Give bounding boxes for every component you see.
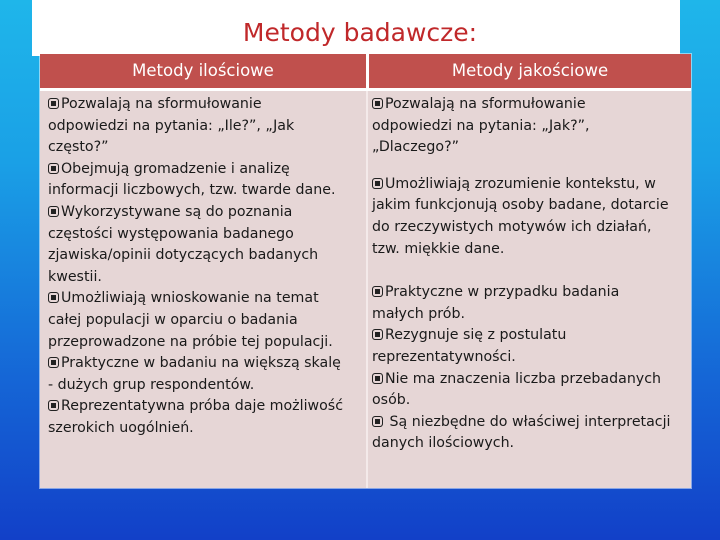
list-item: Umożliwiają wnioskowanie na temat całej populacji w oparciu o badania przeprowadzone na próbie tej populacji. <box>48 290 333 350</box>
checkbox-bullet-icon <box>48 206 59 217</box>
checkbox-bullet-icon <box>48 292 59 303</box>
checkbox-bullet-icon <box>372 373 383 384</box>
comparison-table <box>40 54 691 488</box>
list-item: Praktyczne w badaniu na większą skalę - dużych grup respondentów. <box>48 355 341 393</box>
checkbox-bullet-icon <box>48 400 59 411</box>
checkbox-bullet-icon <box>372 98 383 109</box>
checkbox-bullet-icon <box>48 163 59 174</box>
list-item: Reprezentatywna próba daje możliwość szerokich uogólnień. <box>48 398 343 436</box>
list-item: Obejmują gromadzenie i analizę informacji liczbowych, tzw. twarde dane. <box>48 160 336 199</box>
slide-title: Metody badawcze: <box>242 18 478 47</box>
checkbox-bullet-icon <box>48 357 59 368</box>
checkbox-bullet-icon <box>372 178 383 189</box>
list-item: Są niezbędne do właściwej interpretacji danych ilościowych. <box>372 413 671 452</box>
checkbox-bullet-icon <box>372 286 383 297</box>
checkbox-bullet-icon <box>372 416 383 427</box>
quantitative-column <box>48 94 364 440</box>
column-divider <box>366 91 368 488</box>
list-item: Wykorzystywane są do poznania częstości występowania badanego zjawiska/opinii dotyczących badanych kwestii. <box>48 203 319 285</box>
list-item: Pozwalają na sformułowanie odpowiedzi na pytania: „Ile?”, „Jak często?” <box>48 96 295 156</box>
checkbox-bullet-icon <box>372 329 383 340</box>
checkbox-bullet-icon <box>48 98 59 109</box>
list-item: Nie ma znaczenia liczba przebadanych osób. <box>372 370 661 409</box>
header-quantitative: Metody ilościowe <box>40 54 366 88</box>
list-item: Umożliwiają zrozumienie kontekstu, w jakim funkcjonują osoby badane, dotarcie do rzeczywistych motywów ich działań, tzw. miękkie dane. <box>372 175 669 257</box>
qualitative-column <box>372 94 688 455</box>
list-item: Praktyczne w przypadku badania małych prób. <box>372 284 620 322</box>
list-item: Rezygnuje się z postulatu reprezentatywności. <box>372 327 567 365</box>
list-item: Pozwalają na sformułowanie odpowiedzi na pytania: „Jak?”, „Dlaczego?” <box>372 96 590 156</box>
header-qualitative: Metody jakościowe <box>369 54 691 88</box>
